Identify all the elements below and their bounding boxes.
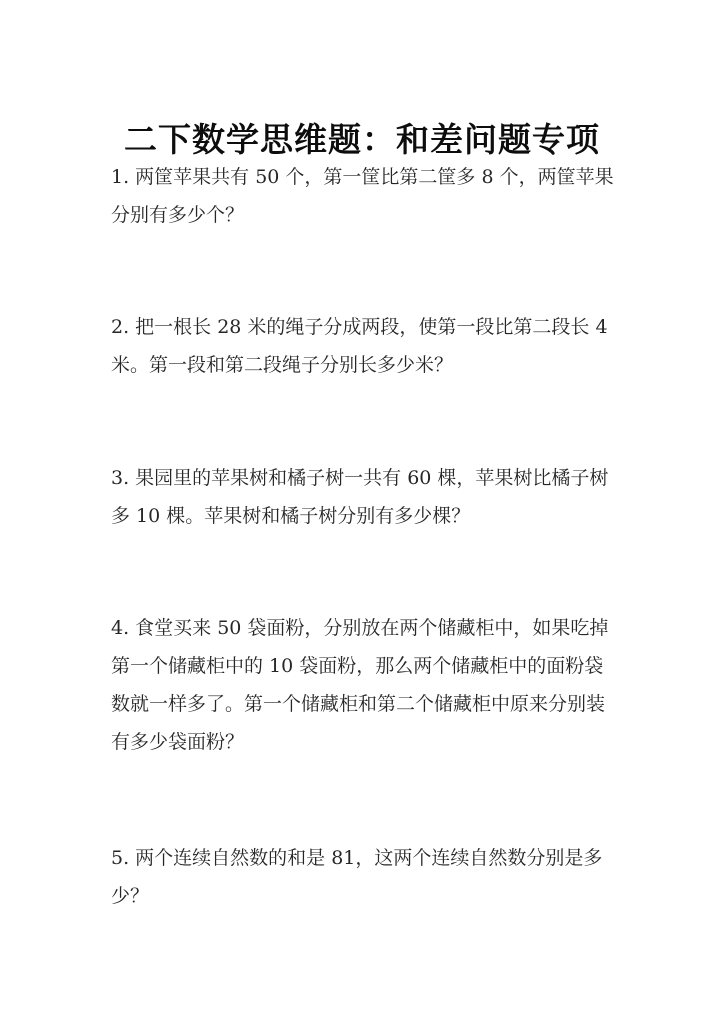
problem-3-line-1: 3. 果园里的苹果树和橘子树一共有 60 棵，苹果树比橘子树 (111, 467, 609, 489)
page-title: 二下数学思维题：和差问题专项 (124, 120, 600, 160)
problem-2 (111, 308, 621, 384)
problem-1-line-2: 分别有多少个？ (111, 204, 245, 226)
problem-2-line-1: 2. 把一根长 28 米的绳子分成两段，使第一段比第二段长 4 (111, 316, 608, 338)
problem-1 (111, 158, 621, 234)
problem-2-line-2: 米。第一段和第二段绳子分别长多少米？ (111, 354, 454, 376)
problem-4-line-3: 数就一样多了。第一个储藏柜和第二个储藏柜中原来分别装 (111, 693, 606, 715)
problem-4-line-2: 第一个储藏柜中的 10 袋面粉，那么两个储藏柜中的面粉袋 (111, 655, 604, 677)
problem-4 (111, 609, 621, 761)
problem-5 (111, 839, 621, 915)
problem-4-line-1: 4. 食堂买来 50 袋面粉，分别放在两个储藏柜中，如果吃掉 (111, 617, 609, 639)
problem-4-line-4: 有多少袋面粉？ (111, 731, 245, 753)
problem-5-line-2: 少？ (111, 885, 150, 907)
problem-3-line-2: 多 10 棵。苹果树和橘子树分别有多少棵？ (111, 505, 471, 527)
problem-1-line-1: 1. 两筐苹果共有 50 个，第一筐比第二筐多 8 个，两筐苹果 (111, 166, 614, 188)
problem-5-line-1: 5. 两个连续自然数的和是 81，这两个连续自然数分别是多 (111, 847, 603, 869)
problem-3 (111, 459, 621, 535)
